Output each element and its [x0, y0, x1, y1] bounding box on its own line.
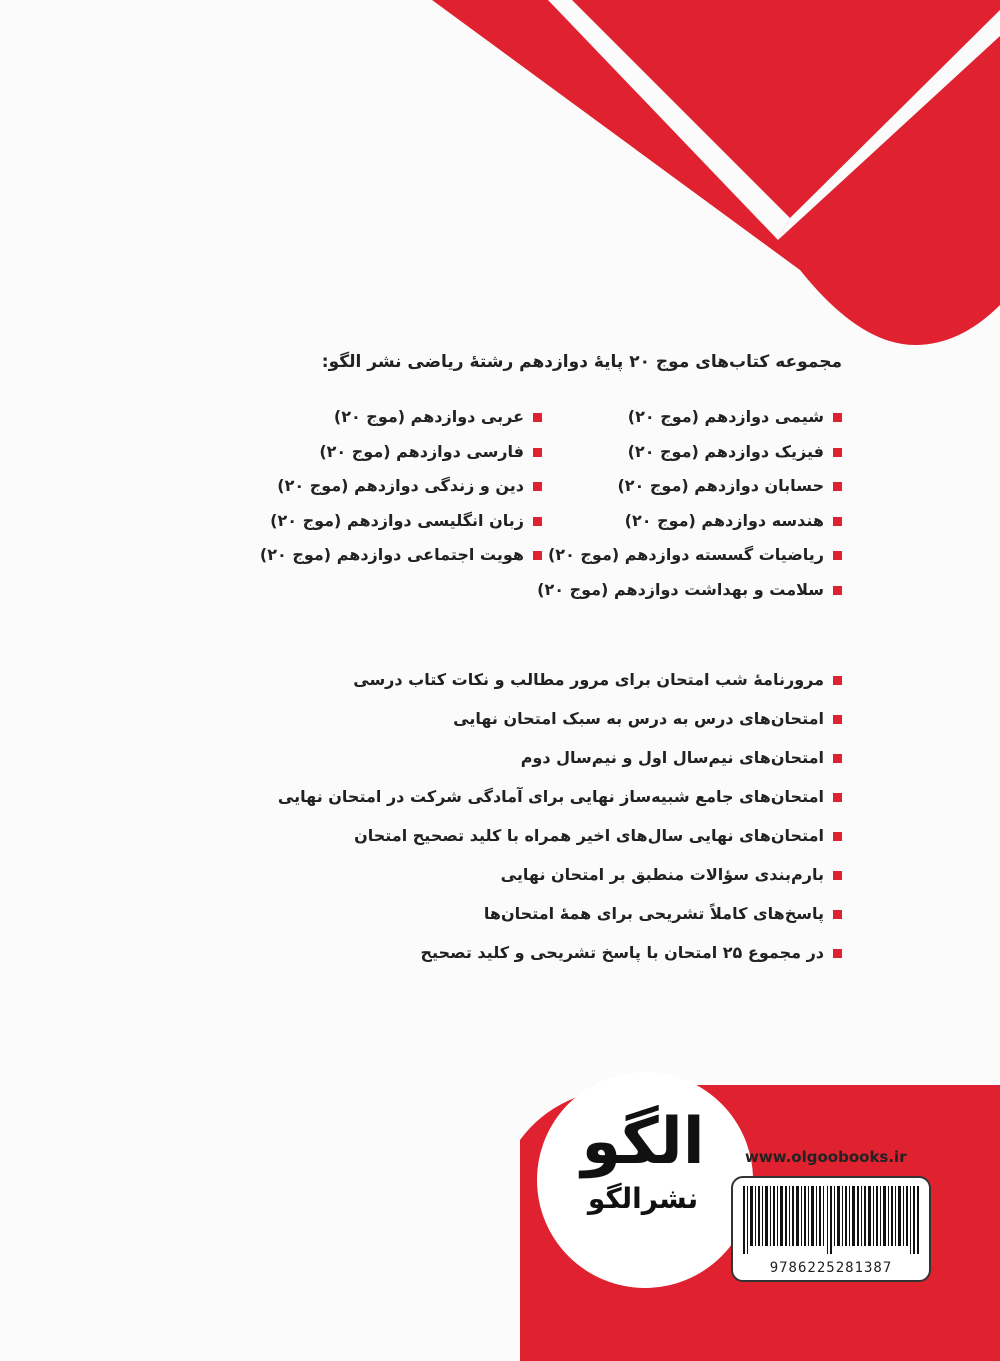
book-item: سلامت و بهداشت دوازدهم (موج ۲۰) — [542, 573, 842, 608]
bullet-icon — [833, 482, 842, 491]
bullet-icon — [833, 413, 842, 422]
books-list-left — [259, 400, 542, 573]
publisher-logo: الگو — [581, 1105, 705, 1179]
bullet-icon — [533, 517, 542, 526]
bullet-icon — [833, 832, 842, 841]
bullet-icon — [833, 586, 842, 595]
bullet-icon — [833, 551, 842, 560]
book-item: دین و زندگی دوازدهم (موج ۲۰) — [282, 469, 542, 504]
book-item: عربی دوازدهم (موج ۲۰) — [282, 400, 542, 435]
bullet-icon — [833, 754, 842, 763]
bullet-icon — [833, 448, 842, 457]
feature-item: امتحان‌های جامع شبیه‌ساز نهایی برای آمادگی شرکت در امتحان نهایی — [202, 777, 842, 816]
feature-item: پاسخ‌های کاملاً تشریحی برای همهٔ امتحان‌ها — [202, 894, 842, 933]
website-url: www.olgoobooks.ir — [745, 1148, 907, 1166]
bullet-icon — [533, 482, 542, 491]
book-item: زبان انگلیسی دوازدهم (موج ۲۰) — [282, 504, 542, 539]
book-item: شیمی دوازدهم (موج ۲۰) — [542, 400, 842, 435]
bullet-icon — [533, 448, 542, 457]
feature-item: امتحان‌های نیم‌سال اول و نیم‌سال دوم — [202, 738, 842, 777]
barcode-icon — [743, 1186, 919, 1254]
bullet-icon — [833, 871, 842, 880]
feature-item: امتحان‌های درس به درس به سبک امتحان نهایی — [202, 699, 842, 738]
feature-item: امتحان‌های نهایی سال‌های اخیر همراه با کلید تصحیح امتحان — [202, 816, 842, 855]
series-heading: مجموعه کتاب‌های موج ۲۰ پایهٔ دوازدهم رشتهٔ ریاضی نشر الگو: — [321, 352, 842, 372]
feature-item: بارم‌بندی سؤالات منطبق بر امتحان نهایی — [202, 855, 842, 894]
bullet-icon — [833, 910, 842, 919]
barcode-box — [731, 1176, 931, 1282]
book-item: ریاضیات گسسته دوازدهم (موج ۲۰) — [542, 538, 842, 573]
bullet-icon — [833, 715, 842, 724]
book-item: هویت اجتماعی دوازدهم (موج ۲۰) — [282, 538, 542, 573]
book-item: هندسه دوازدهم (موج ۲۰) — [542, 504, 842, 539]
isbn-number: 9786225281387 — [769, 1260, 893, 1276]
book-item: حسابان دوازدهم (موج ۲۰) — [542, 469, 842, 504]
book-item: فارسی دوازدهم (موج ۲۰) — [282, 435, 542, 470]
books-list-right — [537, 400, 842, 607]
bullet-icon — [833, 676, 842, 685]
features-list — [202, 660, 842, 972]
feature-item: در مجموع ۲۵ امتحان با پاسخ تشریحی و کلید تصحیح — [202, 933, 842, 972]
book-item: فیزیک دوازدهم (موج ۲۰) — [542, 435, 842, 470]
bullet-icon — [833, 793, 842, 802]
bullet-icon — [833, 949, 842, 958]
feature-item: مرورنامهٔ شب امتحان برای مرور مطالب و نکات کتاب درسی — [202, 660, 842, 699]
publisher-name: نشرالگو — [587, 1182, 699, 1215]
bullet-icon — [533, 413, 542, 422]
bullet-icon — [533, 551, 542, 560]
bullet-icon — [833, 517, 842, 526]
